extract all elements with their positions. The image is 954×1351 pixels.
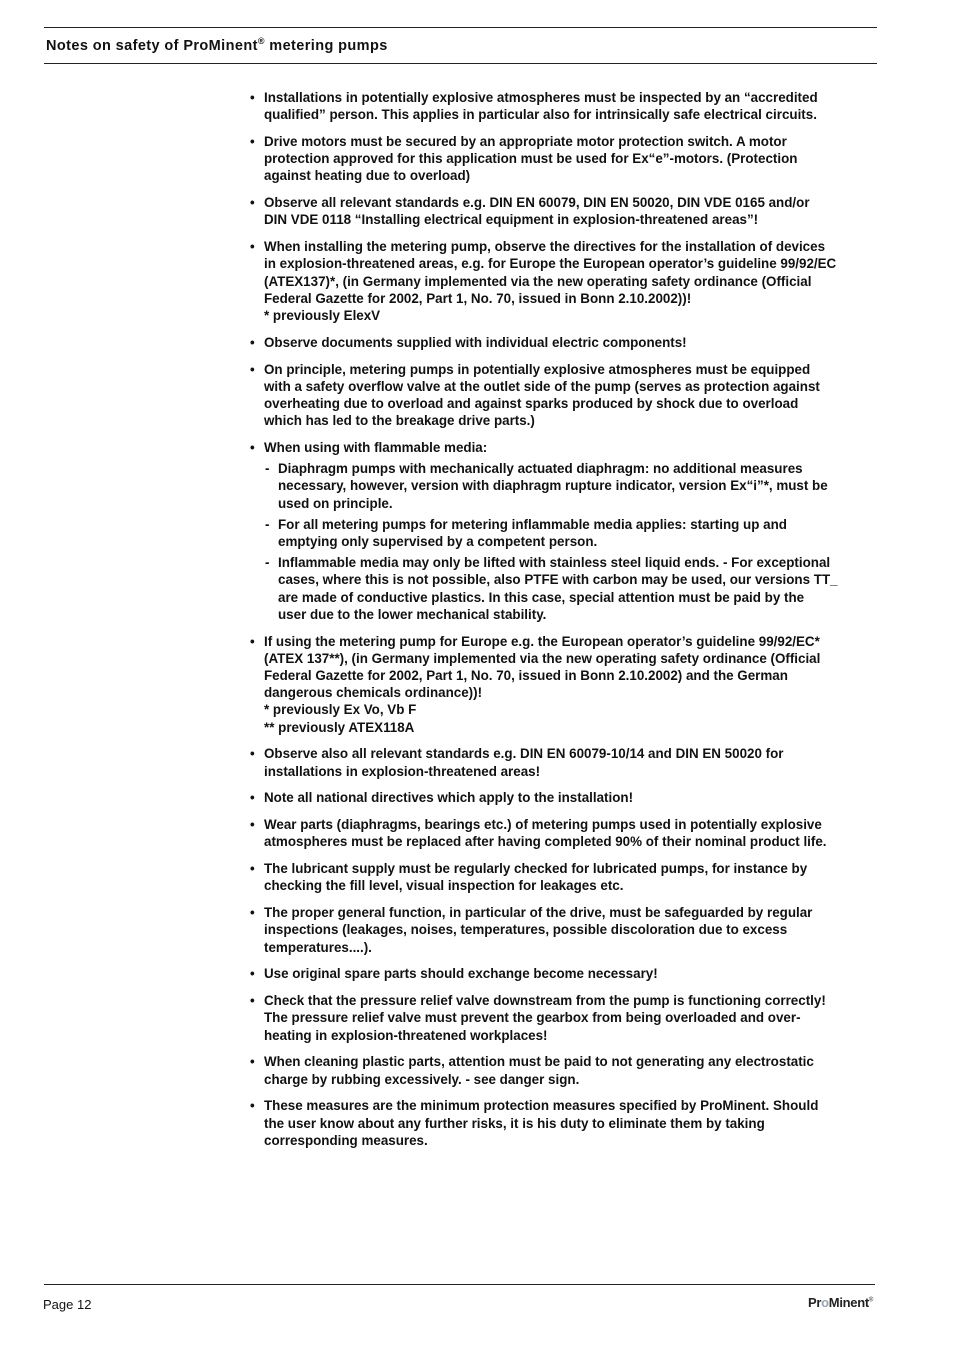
page-number: Page 12	[43, 1297, 92, 1312]
text-line: in explosion-threatened areas, e.g. for Europe the European operator’s guideline 99/92/EC	[264, 256, 837, 272]
logo-text-minent: Minent	[828, 1295, 869, 1310]
text-line: (ATEX137)*, (in Germany implemented via the new operating safety ordinance (Official	[264, 273, 812, 289]
text-line: • If using the metering pump for Europe e.g. the European operator’s guideline 99/92/EC*	[264, 633, 820, 649]
text-line: • The lubricant supply must be regularly checked for lubricated pumps, for instance by	[264, 861, 808, 877]
sub-item	[264, 460, 880, 512]
safety-bullet-item	[250, 361, 880, 430]
safety-bullet-item	[250, 633, 880, 736]
text-line: - Diaphragm pumps with mechanically actuated diaphragm: no additional measures	[278, 461, 803, 477]
text-line: qualified” person. This applies in particular also for intrinsically safe electrical circuits.	[264, 107, 817, 123]
safety-bullet-item	[250, 904, 880, 956]
text-line: • Check that the pressure relief valve downstream from the pump is functioning correctly!	[264, 993, 826, 1009]
safety-bullet-item	[250, 334, 880, 351]
sub-item	[264, 516, 880, 550]
text-line: • The proper general function, in particular of the drive, must be safeguarded by regular	[264, 905, 813, 921]
text-line: Federal Gazette for 2002, Part 1, No. 70, issued in Bonn 2.10.2002))!	[264, 290, 692, 306]
text-line: user due to the lower mechanical stability.	[278, 606, 547, 622]
sub-item	[264, 554, 880, 623]
safety-bullet-item	[250, 439, 880, 623]
footer-rule	[44, 1284, 875, 1285]
text-line: with a safety overflow valve at the outlet side of the pump (serves as protection against	[264, 378, 820, 394]
text-line: • Drive motors must be secured by an appropriate motor protection switch. A motor	[264, 134, 787, 149]
text-line: • Observe also all relevant standards e.g. DIN EN 60079-10/14 and DIN EN 50020 for	[264, 746, 784, 762]
text-line: * previously ElexV	[264, 308, 381, 324]
text-line: • When installing the metering pump, observe the directives for the installation of devices	[264, 239, 826, 255]
logo-registered-mark: ®	[868, 1297, 874, 1304]
text-line: • Note all national directives which apply to the installation!	[264, 790, 634, 806]
safety-bullet-item	[250, 194, 880, 228]
text-line: used on principle.	[278, 495, 393, 511]
text-line: - Inflammable media may only be lifted with stainless steel liquid ends. - For exceptional	[278, 555, 831, 571]
text-line: • Observe documents supplied with individual electric components!	[264, 334, 687, 350]
text-line: • Observe all relevant standards e.g. DIN EN 60079, DIN EN 50020, DIN VDE 0165 and/or	[264, 195, 810, 211]
header-top-rule	[44, 27, 877, 28]
text-line: (ATEX 137**), (in Germany implemented via the new operating safety ordinance (Official	[264, 650, 821, 666]
text-line: charge by rubbing excessively. - see danger sign.	[264, 1071, 580, 1087]
text-line: • Installations in potentially explosive atmospheres must be inspected by an “accredited	[264, 90, 818, 105]
text-line: • Wear parts (diaphragms, bearings etc.) of metering pumps used in potentially explosive	[264, 817, 822, 833]
text-line: atmospheres must be replaced after having completed 90% of their nominal product life.	[264, 834, 827, 850]
text-line: checking the fill level, visual inspection for leakages etc.	[264, 878, 624, 894]
text-line: inspections (leakages, noises, temperatures, possible discoloration due to excess	[264, 922, 788, 938]
text-line: installations in explosion-threatened areas!	[264, 763, 541, 779]
safety-bullet-item	[250, 965, 880, 982]
text-line: • On principle, metering pumps in potentially explosive atmospheres must be equipped	[264, 361, 811, 377]
text-line: the user know about any further risks, it is his duty to eliminate them by taking	[264, 1115, 765, 1131]
sub-item-list	[264, 460, 880, 623]
text-line: DIN VDE 0118 “Installing electrical equipment in explosion-threatened areas”!	[264, 212, 759, 228]
text-line: The pressure relief valve must prevent the gearbox from being overloaded and over-	[264, 1010, 801, 1026]
text-line: • Use original spare parts should exchange become necessary!	[264, 966, 658, 982]
text-line: • When cleaning plastic parts, attention must be paid to not generating any electrostatic	[264, 1054, 814, 1070]
text-line: protection approved for this application must be used for Ex“e”-motors. (Protection	[264, 151, 798, 167]
text-line: temperatures....).	[264, 939, 372, 955]
text-line: overheating due to overload and against sparks produced by shock due to overload	[264, 396, 799, 412]
header-title-suffix: metering pumps	[264, 38, 388, 54]
text-line: Federal Gazette for 2002, Part 1, No. 70, issued in Bonn 2.10.2002) and the German	[264, 668, 788, 684]
safety-bullet-list	[250, 89, 880, 1149]
safety-bullet-item	[250, 860, 880, 894]
text-line: necessary, however, version with diaphragm rupture indicator, version Ex“i”*, must be	[278, 478, 828, 494]
text-line: which has led to the breakage drive parts.)	[264, 413, 535, 429]
safety-bullet-item	[250, 89, 880, 123]
text-line: against heating due to overload)	[264, 168, 471, 184]
safety-bullet-item	[250, 789, 880, 806]
safety-bullet-item	[250, 133, 880, 185]
text-line: • These measures are the minimum protection measures specified by ProMinent. Should	[264, 1098, 819, 1114]
safety-bullet-item	[250, 745, 880, 779]
safety-bullet-item	[250, 238, 880, 324]
prominent-logo	[808, 1295, 873, 1310]
page-header-title	[46, 38, 388, 54]
text-line: dangerous chemicals ordinance))!	[264, 685, 483, 701]
logo-text-o: o	[821, 1295, 829, 1310]
text-line: heating in explosion-threatened workplaces!	[264, 1027, 548, 1043]
text-line: * previously Ex Vo, Vb F	[264, 702, 417, 718]
text-line: are made of conductive plastics. In this case, special attention must be paid by the	[278, 589, 805, 605]
safety-bullet-item	[250, 1097, 880, 1149]
safety-notes-content	[250, 89, 880, 1159]
text-line: emptying only supervised by a competent person.	[278, 534, 598, 550]
header-bottom-rule	[44, 63, 877, 64]
text-line: corresponding measures.	[264, 1132, 428, 1148]
text-line: ** previously ATEX118A	[264, 719, 415, 735]
safety-bullet-item	[250, 992, 880, 1044]
safety-bullet-item	[250, 1053, 880, 1087]
safety-bullet-item	[250, 816, 880, 850]
registered-mark: ®	[257, 36, 265, 47]
logo-text-pr: Pr	[808, 1295, 822, 1310]
text-line: • When using with flammable media:	[264, 440, 488, 456]
header-title-text: Notes on safety of ProMinent	[46, 38, 258, 54]
text-line: cases, where this is not possible, also PTFE with carbon may be used, our versions TT_	[278, 572, 838, 588]
text-line: - For all metering pumps for metering inflammable media applies: starting up and	[278, 516, 787, 532]
